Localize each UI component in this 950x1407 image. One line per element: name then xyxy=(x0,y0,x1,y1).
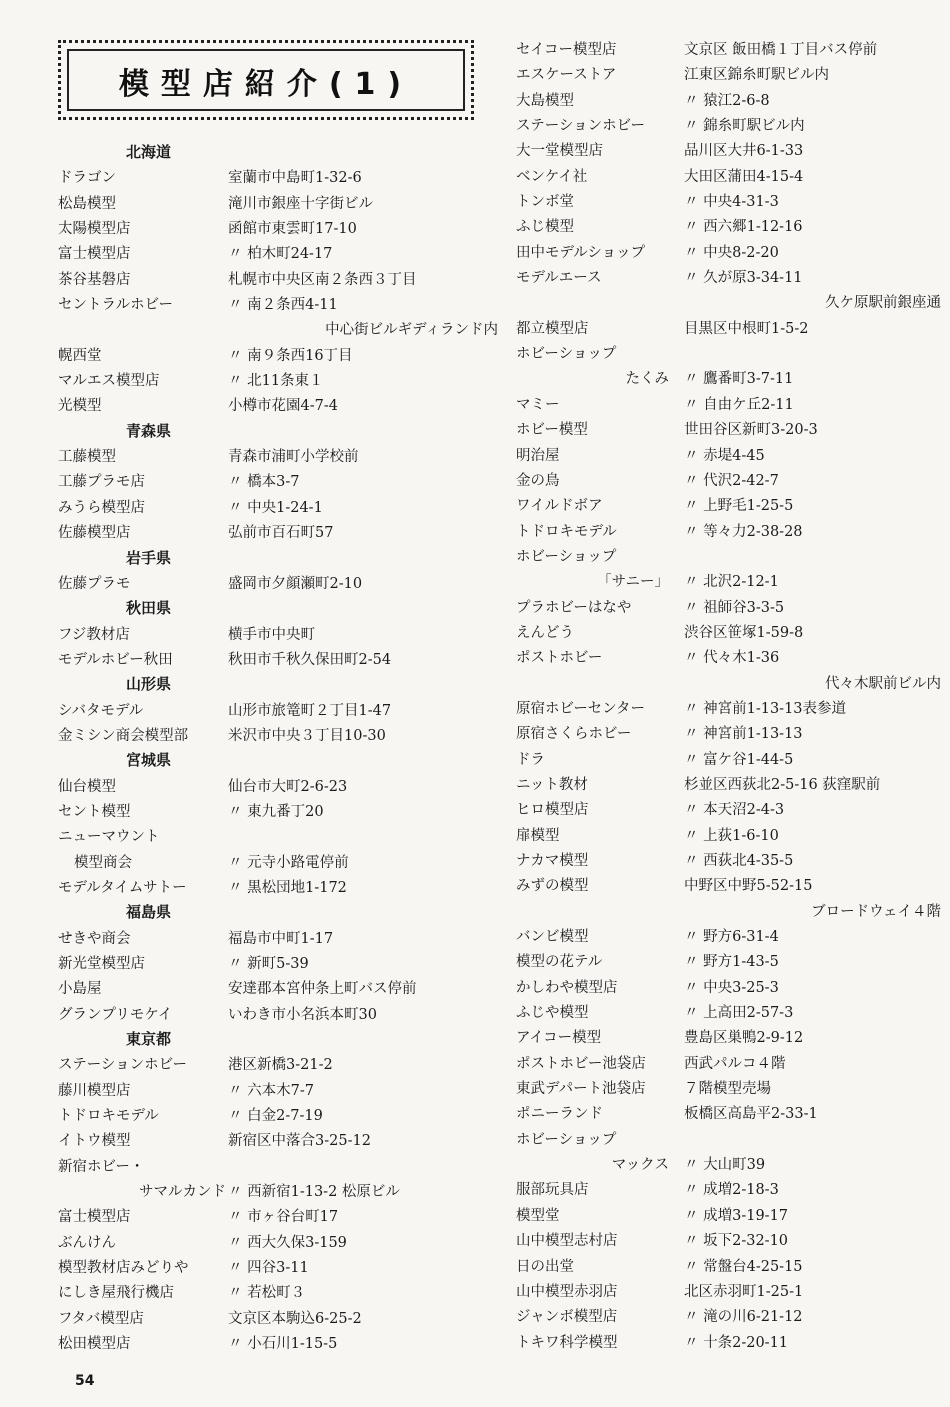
shop-name: ニット教材 xyxy=(516,776,588,793)
shop-address: 〃 自由ケ丘2-11 xyxy=(684,396,794,413)
prefecture-name: 宮城県 xyxy=(126,751,172,770)
prefecture-name: 秋田県 xyxy=(126,599,172,618)
shop-entry xyxy=(58,620,498,645)
shop-address: 〃 柏木町24-17 xyxy=(228,246,333,263)
prefecture-heading xyxy=(58,417,498,442)
shop-name: エスケーストア xyxy=(516,67,617,84)
shop-entry xyxy=(516,821,941,846)
shop-entry xyxy=(516,1302,941,1327)
shop-entry xyxy=(516,162,941,187)
prefecture-name: 岩手県 xyxy=(126,548,172,567)
shop-entry xyxy=(58,772,498,797)
shop-name: 仙台模型 xyxy=(58,778,116,795)
shop-name: 大一堂模型店 xyxy=(516,143,603,160)
shop-entry xyxy=(516,60,941,85)
shop-entry xyxy=(516,1201,941,1226)
shop-name: グランプリモケイ xyxy=(58,1006,173,1023)
shop-entry xyxy=(516,745,941,770)
shop-name: せきや商会 xyxy=(58,930,131,947)
shop-address: 北区赤羽町1-25-1 xyxy=(684,1283,804,1300)
shop-address: 目黒区中根町1-5-2 xyxy=(684,320,809,337)
shop-entry xyxy=(516,593,941,618)
shop-entry xyxy=(516,364,941,389)
shop-entry xyxy=(516,1252,941,1277)
shop-entry xyxy=(516,1277,941,1302)
shop-entry xyxy=(58,974,498,999)
shop-name: ヒロ模型店 xyxy=(516,802,589,819)
shop-address: 〃 祖師谷3-3-5 xyxy=(684,599,785,616)
shop-name: みうら模型店 xyxy=(58,499,145,516)
shop-address: 〃 北11条東１ xyxy=(228,373,324,390)
shop-address: 〃 橋本3-7 xyxy=(228,474,300,491)
shop-address: 渋谷区笹塚1-59-8 xyxy=(684,624,804,641)
shop-address: 函館市東雲町17-10 xyxy=(228,221,357,238)
shop-entry xyxy=(516,1226,941,1251)
address-continuation xyxy=(516,897,941,922)
prefecture-heading xyxy=(58,594,498,619)
shop-name: ドラ xyxy=(516,751,545,768)
shop-entry xyxy=(58,493,498,518)
shop-entry xyxy=(516,1150,941,1175)
prefecture-heading xyxy=(58,670,498,695)
shop-entry xyxy=(516,390,941,415)
shop-entry xyxy=(58,189,498,214)
shop-name: フタバ模型店 xyxy=(58,1310,144,1327)
shop-address: 久ケ原駅前銀座通 xyxy=(825,295,941,312)
shop-address: 〃 常盤台4-25-15 xyxy=(684,1258,803,1275)
shop-entry xyxy=(516,136,941,161)
shop-name: アイコー模型 xyxy=(516,1030,602,1047)
shop-entry xyxy=(516,238,941,263)
shop-address: 大田区蒲田4-15-4 xyxy=(684,168,804,185)
shop-address: 西武パルコ４階 xyxy=(684,1055,786,1072)
shop-name: 松田模型店 xyxy=(58,1336,131,1353)
shop-name: フジ教材店 xyxy=(58,626,130,643)
shop-address: 文京区本駒込6-25-2 xyxy=(228,1310,362,1327)
shop-entry xyxy=(516,314,941,339)
shop-address: 〃 久が原3-34-11 xyxy=(684,270,803,287)
shop-entry xyxy=(516,1099,941,1124)
shop-entry xyxy=(516,567,941,592)
shop-entry xyxy=(516,263,941,288)
shop-entry xyxy=(516,187,941,212)
shop-entry xyxy=(58,366,498,391)
shop-name: 富士模型店 xyxy=(58,1209,131,1226)
shop-address: 〃 中央3-25-3 xyxy=(684,979,779,996)
shop-address: 〃 滝の川6-21-12 xyxy=(684,1309,803,1326)
shop-name: 服部玩具店 xyxy=(516,1182,589,1199)
shop-address: 室蘭市中島町1-32-6 xyxy=(228,170,362,187)
shop-name: ポストホビー xyxy=(516,650,603,667)
prefecture-name: 北海道 xyxy=(126,143,172,161)
shop-entry xyxy=(516,339,941,364)
shop-address: 〃 上荻1-6-10 xyxy=(684,827,779,844)
shop-name: 新宿ホビー・ xyxy=(58,1158,145,1175)
shop-name: モデルエース xyxy=(516,270,602,287)
shop-name: セント模型 xyxy=(58,803,131,820)
shop-entry xyxy=(58,1202,498,1227)
shop-address: 〃 赤堤4-45 xyxy=(684,447,765,464)
shop-name: 大島模型 xyxy=(516,92,574,109)
shop-entry xyxy=(516,111,941,136)
shop-entry xyxy=(516,795,941,820)
shop-entry xyxy=(516,1074,941,1099)
shop-name: ドラゴン xyxy=(58,170,116,187)
shop-entry xyxy=(516,770,941,795)
shop-address: 〃 成増2-18-3 xyxy=(684,1182,779,1199)
shop-entry xyxy=(516,1328,941,1353)
shop-entry xyxy=(58,239,498,264)
shop-address: 福島市中町1-17 xyxy=(228,930,334,947)
shop-address: 〃 上高田2-57-3 xyxy=(684,1005,794,1022)
left-column xyxy=(58,138,498,1355)
prefecture-name: 山形県 xyxy=(126,675,172,694)
shop-entry xyxy=(516,415,941,440)
shop-entry xyxy=(58,848,498,873)
shop-name: 新光堂模型店 xyxy=(58,956,145,972)
page-number: 54 xyxy=(75,1373,95,1389)
shop-entry xyxy=(516,973,941,998)
shop-name: トンボ堂 xyxy=(516,194,574,211)
shop-entry xyxy=(58,1152,498,1177)
shop-name: トドロキモデル xyxy=(58,1108,159,1125)
shop-name: モデルタイムサトー xyxy=(58,879,187,896)
shop-entry xyxy=(516,922,941,947)
shop-address: 〃 中央8-2-20 xyxy=(684,244,779,261)
shop-entry xyxy=(516,1023,941,1048)
shop-name: 金ミシン商会模型部 xyxy=(58,727,189,744)
shop-entry xyxy=(58,1076,498,1101)
shop-name: ふじや模型 xyxy=(516,1005,589,1022)
shop-name: えんどう xyxy=(516,624,574,641)
shop-address: 〃 六本木7-7 xyxy=(228,1082,314,1099)
shop-entry xyxy=(516,1049,941,1074)
shop-name: マックス xyxy=(611,1157,669,1174)
shop-address: 〃 新町5-39 xyxy=(228,956,309,972)
shop-address: 〃 坂下2-32-10 xyxy=(684,1233,789,1250)
shop-address: 新宿区中落合3-25-12 xyxy=(228,1133,371,1150)
shop-entry xyxy=(516,1175,941,1200)
shop-address: 豊島区巣鴨2-9-12 xyxy=(684,1030,804,1047)
shop-entry xyxy=(516,212,941,237)
shop-address: 中野区中野5-52-15 xyxy=(684,878,813,895)
shop-address: 港区新橋3-21-2 xyxy=(228,1057,333,1074)
shop-name: ふじ模型 xyxy=(516,219,574,236)
shop-name: 都立模型店 xyxy=(516,320,589,337)
shop-entry xyxy=(58,1304,498,1329)
shop-entry xyxy=(58,1101,498,1126)
shop-address: 盛岡市夕顔瀬町2-10 xyxy=(228,575,363,592)
shop-name: 田中モデルショップ xyxy=(516,244,646,261)
shop-address: 滝川市銀座十字街ビル xyxy=(228,195,373,212)
shop-address: 〃 鷹番町3-7-11 xyxy=(684,371,794,388)
shop-address: 〃 錦糸町駅ビル内 xyxy=(684,118,805,135)
shop-name: セイコー模型店 xyxy=(516,42,617,58)
shop-name: プラホビーはなや xyxy=(516,599,632,616)
shop-address: 〃 中央4-31-3 xyxy=(684,194,779,211)
shop-address: 〃 等々力2-38-28 xyxy=(684,523,803,540)
shop-address: 代々木駅前ビル内 xyxy=(825,675,941,692)
shop-name: バンビ模型 xyxy=(516,929,589,946)
shop-entry xyxy=(58,391,498,416)
shop-name: 原宿さくらホビー xyxy=(516,726,632,743)
prefecture-name: 東京都 xyxy=(126,1030,172,1049)
shop-entry xyxy=(58,569,498,594)
shop-name: モデルホビー秋田 xyxy=(58,651,173,668)
shop-entry xyxy=(516,846,941,871)
shop-name: サマルカンド xyxy=(139,1184,226,1201)
shop-name: 佐藤模型店 xyxy=(58,525,131,542)
shop-name: ワイルドボア xyxy=(516,498,603,515)
right-column xyxy=(516,35,941,1353)
shop-address: 中心街ビルギディランド内 xyxy=(325,322,498,339)
shop-entry xyxy=(58,924,498,949)
shop-address: 米沢市中央３丁目10-30 xyxy=(228,727,386,744)
shop-address: 〃 若松町３ xyxy=(228,1285,306,1302)
shop-name: 茶谷基磐店 xyxy=(58,271,131,288)
shop-entry xyxy=(58,822,498,847)
title-frame xyxy=(58,40,474,120)
shop-entry xyxy=(58,214,498,239)
shop-address: 〃 十条2-20-11 xyxy=(684,1334,789,1351)
shop-entry xyxy=(516,466,941,491)
shop-name: 明治屋 xyxy=(516,447,560,464)
shop-entry xyxy=(58,467,498,492)
shop-address: 〃 中央1-24-1 xyxy=(228,499,323,516)
shop-address: 〃 四谷3-11 xyxy=(228,1260,309,1277)
shop-name: マルエス模型店 xyxy=(58,373,160,390)
shop-name: ステーションホビー xyxy=(516,118,646,135)
shop-address: 山形市旅篭町２丁目1-47 xyxy=(228,702,392,719)
shop-address: 〃 上野毛1-25-5 xyxy=(684,498,794,515)
shop-address: 〃 西大久保3-159 xyxy=(228,1234,347,1251)
shop-address: ブロードウェイ４階 xyxy=(811,903,941,920)
shop-entry xyxy=(58,645,498,670)
shop-address: 〃 元寺小路電停前 xyxy=(228,854,349,871)
shop-entry xyxy=(58,265,498,290)
prefecture-heading xyxy=(58,898,498,923)
shop-name: ステーションホビー xyxy=(58,1057,188,1074)
shop-entry xyxy=(58,518,498,543)
shop-name: ニューマウント xyxy=(58,829,160,846)
shop-name: 模型商会 xyxy=(74,854,132,871)
shop-name: みずの模型 xyxy=(516,878,589,895)
shop-address: 〃 東九番丁20 xyxy=(228,803,324,820)
shop-address: 〃 野方1-43-5 xyxy=(684,954,779,971)
shop-name: たくみ xyxy=(625,371,669,388)
shop-entry xyxy=(516,542,941,567)
shop-name: ホビー模型 xyxy=(516,422,588,439)
shop-address: 江東区錦糸町駅ビル内 xyxy=(684,67,829,84)
shop-address: 〃 市ヶ谷台町17 xyxy=(228,1209,339,1226)
shop-name: 藤川模型店 xyxy=(58,1082,131,1099)
shop-name: 「サニー」 xyxy=(597,574,669,591)
shop-address: 〃 大山町39 xyxy=(684,1157,766,1174)
shop-address: 世田谷区新町3-20-3 xyxy=(684,422,818,439)
shop-address: 〃 成増3-19-17 xyxy=(684,1207,789,1224)
shop-entry xyxy=(58,1329,498,1354)
shop-name: トドロキモデル xyxy=(516,523,617,540)
shop-name: 東武デパート池袋店 xyxy=(516,1081,646,1098)
shop-address: 〃 富ケ谷1-44-5 xyxy=(684,751,794,768)
shop-entry xyxy=(516,441,941,466)
shop-name: 模型教材店みどりや xyxy=(58,1260,189,1277)
shop-address: 板橋区高島平2-33-1 xyxy=(684,1106,818,1123)
shop-address: 弘前市百石町57 xyxy=(228,525,334,542)
shop-entry xyxy=(516,35,941,60)
shop-name: 光模型 xyxy=(58,398,102,415)
shop-name: にしき屋飛行機店 xyxy=(58,1285,174,1302)
shop-address: 〃 神宮前1-13-13 xyxy=(684,726,803,743)
shop-address: 〃 代沢2-42-7 xyxy=(684,472,779,489)
shop-name: 日の出堂 xyxy=(516,1258,574,1275)
shop-name: 原宿ホビーセンター xyxy=(516,700,646,717)
shop-entry xyxy=(58,696,498,721)
shop-name: 佐藤プラモ xyxy=(58,575,131,592)
shop-entry xyxy=(58,1253,498,1278)
shop-name: 幌西堂 xyxy=(58,347,102,364)
shop-address: 〃 代々木1-36 xyxy=(684,650,780,667)
shop-name: イトウ模型 xyxy=(58,1133,131,1150)
shop-address: 〃 神宮前1-13-13表参道 xyxy=(684,700,847,717)
shop-address: 〃 北沢2-12-1 xyxy=(684,574,779,591)
shop-address: 文京区 飯田橋１丁目バス停前 xyxy=(684,42,878,58)
shop-address: 〃 白金2-7-19 xyxy=(228,1108,323,1125)
address-continuation xyxy=(516,669,941,694)
address-continuation xyxy=(58,315,498,340)
shop-name: 扉模型 xyxy=(516,827,560,844)
shop-name: 模型の花テル xyxy=(516,954,603,971)
shop-entry xyxy=(58,1000,498,1025)
prefecture-heading xyxy=(58,1025,498,1050)
shop-name: ジャンボ模型店 xyxy=(516,1309,618,1326)
shop-name: 工藤プラモ店 xyxy=(58,474,145,491)
shop-entry xyxy=(58,1278,498,1303)
shop-address: いわき市小名浜本町30 xyxy=(228,1006,377,1023)
shop-address: 秋田市千秋久保田町2-54 xyxy=(228,651,392,668)
shop-address: 〃 南２条西4-11 xyxy=(228,297,338,314)
shop-address: 小樽市花園4-7-4 xyxy=(228,398,338,415)
shop-entry xyxy=(58,949,498,974)
shop-address: 〃 西新宿1-13-2 松原ビル xyxy=(228,1184,400,1201)
shop-address: 品川区大井6-1-33 xyxy=(684,143,804,160)
shop-name: ベンケイ社 xyxy=(516,168,588,185)
shop-address: 〃 小石川1-15-5 xyxy=(228,1336,338,1353)
shop-entry xyxy=(58,290,498,315)
shop-name: かしわや模型店 xyxy=(516,979,618,996)
shop-address: 〃 野方6-31-4 xyxy=(684,929,779,946)
shop-address: 〃 猿江2-6-8 xyxy=(684,92,770,109)
shop-name: ホビーショップ xyxy=(516,1131,617,1148)
shop-name: ポストホビー池袋店 xyxy=(516,1055,646,1072)
prefecture-name: 青森県 xyxy=(126,421,172,440)
shop-name: 小島屋 xyxy=(58,981,102,998)
shop-name: ぶんけん xyxy=(58,1234,116,1251)
shop-entry xyxy=(516,871,941,896)
shop-entry xyxy=(516,643,941,668)
shop-entry xyxy=(516,517,941,542)
shop-address: 〃 西六郷1-12-16 xyxy=(684,219,803,236)
shop-name: 金の鳥 xyxy=(516,472,560,489)
shop-name: 模型堂 xyxy=(516,1207,560,1224)
shop-entry xyxy=(516,719,941,744)
shop-entry xyxy=(58,341,498,366)
shop-entry xyxy=(58,1228,498,1253)
shop-entry xyxy=(516,998,941,1023)
shop-name: トキワ科学模型 xyxy=(516,1334,618,1351)
shop-address: 〃 本天沼2-4-3 xyxy=(684,802,785,819)
shop-entry xyxy=(516,618,941,643)
prefecture-heading xyxy=(58,138,498,163)
shop-name: マミー xyxy=(516,396,560,413)
shop-entry xyxy=(58,797,498,822)
shop-name: 太陽模型店 xyxy=(58,221,131,238)
shop-entry xyxy=(516,1125,941,1150)
prefecture-heading xyxy=(58,544,498,569)
shop-name: ナカマ模型 xyxy=(516,853,589,869)
shop-name: 松島模型 xyxy=(58,195,116,212)
shop-entry xyxy=(58,873,498,898)
shop-address: 安達郡本宮仲条上町バス停前 xyxy=(228,981,417,998)
shop-entry xyxy=(58,442,498,467)
shop-address: 札幌市中央区南２条西３丁目 xyxy=(228,271,417,288)
shop-entry xyxy=(58,1126,498,1151)
shop-name: シバタモデル xyxy=(58,702,144,719)
shop-address: 横手市中央町 xyxy=(228,626,315,643)
shop-name: セントラルホビー xyxy=(58,297,173,314)
page-title: 模型店紹介(1) xyxy=(118,67,414,102)
shop-entry xyxy=(58,721,498,746)
shop-address: 杉並区西荻北2-5-16 荻窪駅前 xyxy=(684,776,881,793)
shop-name: 工藤模型 xyxy=(58,449,116,466)
shop-address: 〃 西荻北4-35-5 xyxy=(684,853,794,869)
shop-address: 青森市浦町小学校前 xyxy=(228,449,359,466)
shop-entry xyxy=(58,163,498,188)
prefecture-name: 福島県 xyxy=(126,903,172,922)
shop-address: 〃 南９条西16丁目 xyxy=(228,347,353,364)
prefecture-heading xyxy=(58,746,498,771)
shop-address: 仙台市大町2-6-23 xyxy=(228,778,348,795)
shop-entry xyxy=(516,86,941,111)
shop-name: ホビーショップ xyxy=(516,548,617,565)
shop-name: 富士模型店 xyxy=(58,246,131,263)
shop-name: 山中模型赤羽店 xyxy=(516,1283,618,1300)
shop-name: 山中模型志村店 xyxy=(516,1233,618,1250)
shop-name: ポニーランド xyxy=(516,1106,603,1123)
shop-entry xyxy=(516,491,941,516)
shop-entry xyxy=(58,1177,498,1202)
shop-entry xyxy=(516,947,941,972)
shop-address: 〃 黒松団地1-172 xyxy=(228,879,347,896)
shop-name: ホビーショップ xyxy=(516,346,617,363)
shop-address: ７階模型売場 xyxy=(684,1081,771,1098)
shop-entry xyxy=(58,1050,498,1075)
shop-entry xyxy=(516,694,941,719)
address-continuation xyxy=(516,288,941,313)
